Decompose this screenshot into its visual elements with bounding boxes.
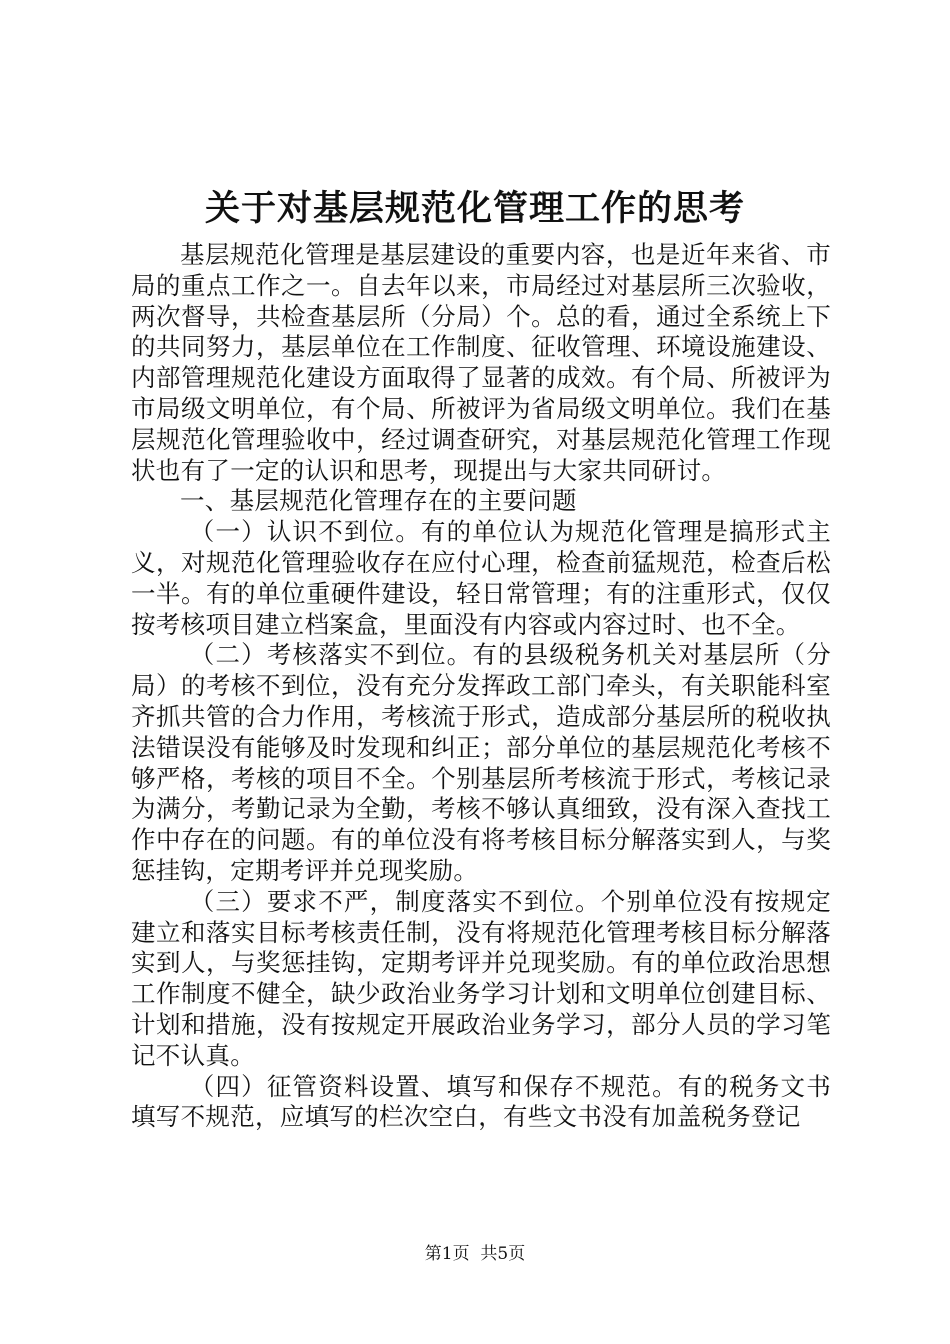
paragraph-item-2: （二）考核落实不到位。有的县级税务机关对基层所（分局）的考核不到位，没有充分发挥政工部门牵头，有关职能科室齐抓共管的合力作用，考核流于形式，造成部分基层所的税收执法错误没有能够及时发现和纠正；部分单位的基层规范化考核不够严格，考核的项目不全。个别基层所考核流于形式，考核记录为满分，考勤记录为全勤，考核不够认真细致，没有深入查找工作中存在的问题。有的单位没有将考核目标分解落实到人，与奖惩挂钩，定期考评并兑现奖励。 [131,640,831,885]
footer-spacer [470,1244,481,1264]
document-title: 关于对基层规范化管理工作的思考 [204,188,745,229]
page-footer [0,1242,950,1266]
paragraph-intro: 基层规范化管理是基层建设的重要内容，也是近年来省、市局的重点工作之一。自去年以来，市局经过对基层所三次验收，两次督导，共检查基层所（分局）个。总的看，通过全系统上下的共同努力，基层单位在工作制度、征收管理、环境设施建设、内部管理规范化建设方面取得了显著的成效。有个局、所被评为市局级文明单位，有个局、所被评为省局级文明单位。我们在基层规范化管理验收中，经过调查研究，对基层规范化管理工作现状也有了一定的认识和思考，现提出与大家共同研讨。 [131,240,831,485]
paragraph-item-1: （一）认识不到位。有的单位认为规范化管理是搞形式主义，对规范化管理验收存在应付心理，检查前猛规范，检查后松一半。有的单位重硬件建设，轻日常管理；有的注重形式，仅仅按考核项目建立档案盒，里面没有内容或内容过时、也不全。 [131,517,831,639]
page-total: 共5页 [480,1244,526,1264]
paragraph-item-3: （三）要求不严，制度落实不到位。个别单位没有按规定建立和落实目标考核责任制，没有将规范化管理考核目标分解落实到人，与奖惩挂钩，定期考评并兑现奖励。有的单位政治思想工作制度不健全，缺少政治业务学习计划和文明单位创建目标、计划和措施，没有按规定开展政治业务学习，部分人员的学习笔记不认真。 [131,886,831,1070]
paragraph-item-4: （四）征管资料设置、填写和保存不规范。有的税务文书填写不规范，应填写的栏次空白，有些文书没有加盖税务登记 [131,1071,831,1132]
document-body [131,240,831,1133]
section-heading: 一、基层规范化管理存在的主要问题 [180,486,577,516]
page-number: 第1页 [424,1244,470,1264]
